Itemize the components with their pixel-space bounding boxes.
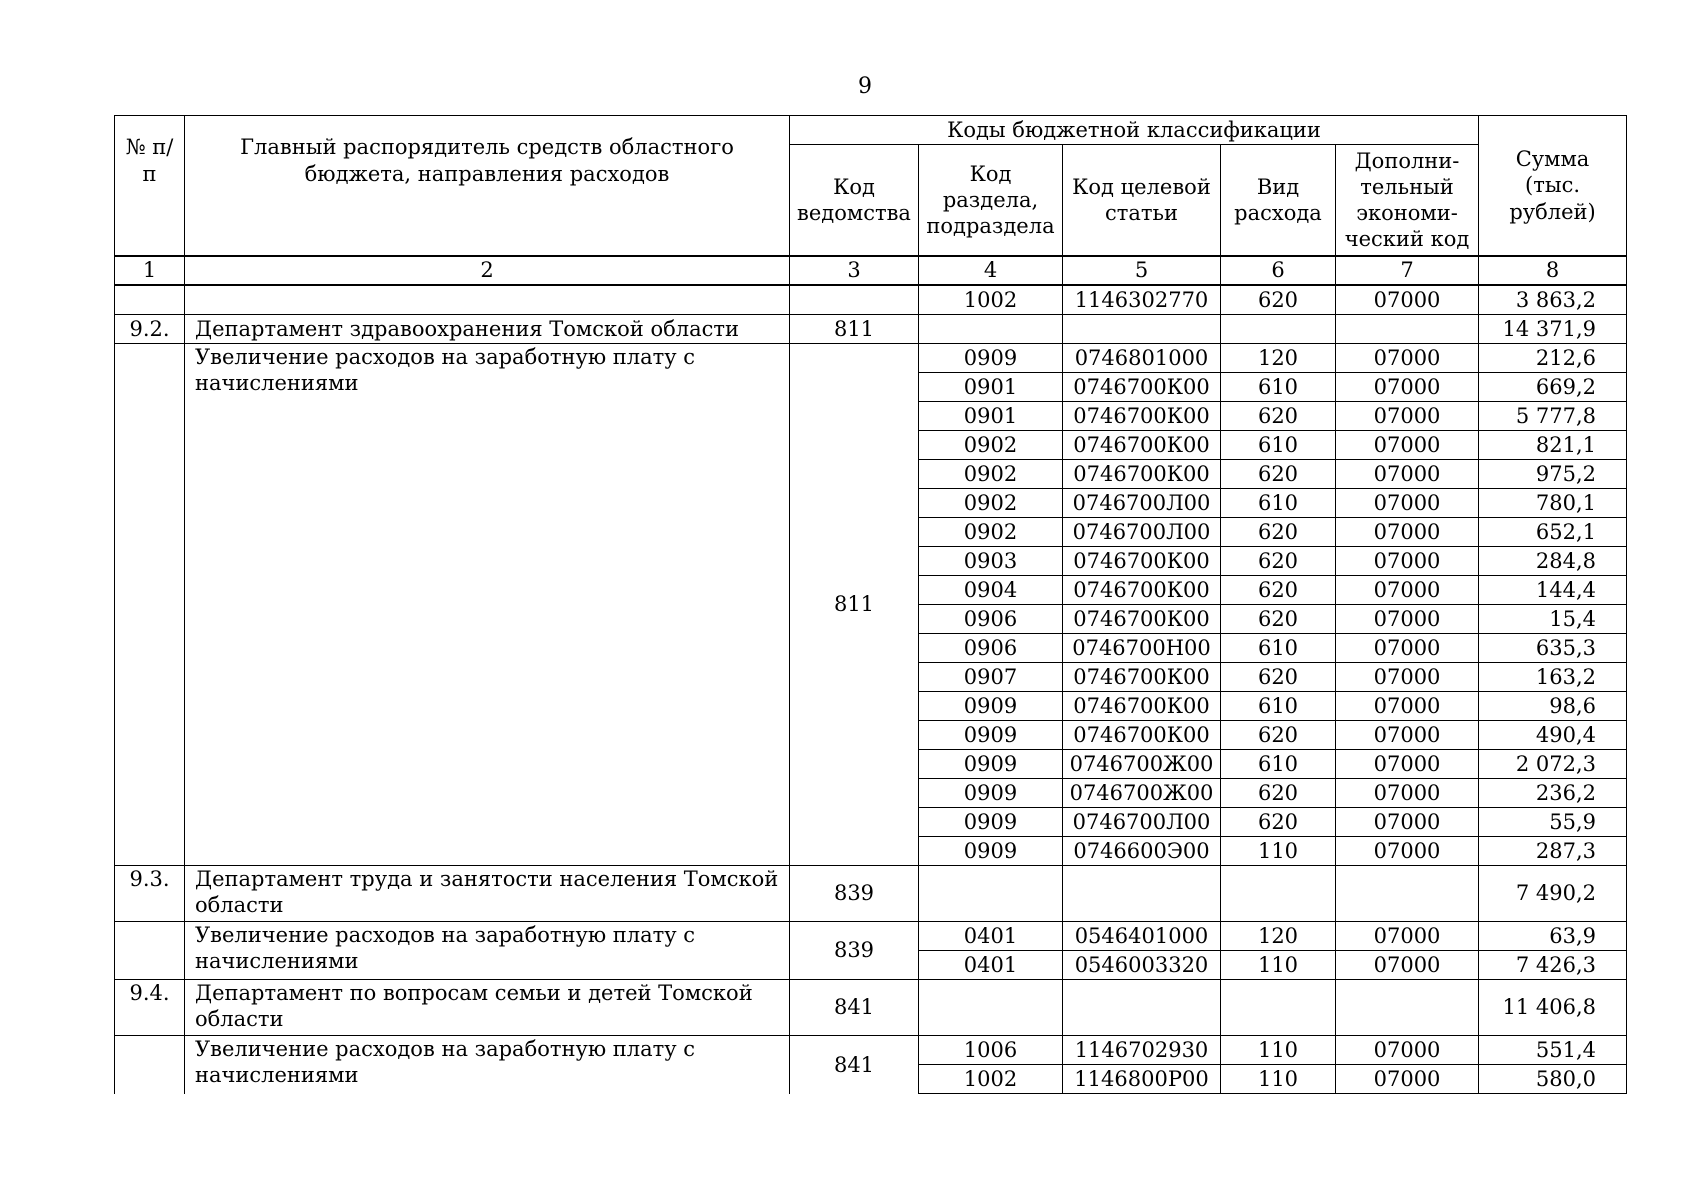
cell-dept-code: [790, 285, 919, 315]
cell-type: [1221, 315, 1336, 344]
header-sum: Сумма (тыс. рублей): [1479, 116, 1627, 257]
table-row: [115, 285, 1627, 315]
header-section-code: Код раздела, подраздела: [919, 145, 1063, 257]
cell-sum: 144,4: [1479, 576, 1627, 605]
cell-sum: 236,2: [1479, 779, 1627, 808]
cell-sum: 284,8: [1479, 547, 1627, 576]
cell-num: 9.2.: [115, 315, 185, 344]
cell-type: 610: [1221, 431, 1336, 460]
cell-section: 0909: [919, 837, 1063, 866]
cell-target: 0746700К00: [1063, 605, 1221, 634]
cell-extra: 07000: [1336, 837, 1479, 866]
cell-target: 0746700К00: [1063, 576, 1221, 605]
cell-section: 0902: [919, 460, 1063, 489]
cell-extra: 07000: [1336, 951, 1479, 980]
cell-department-name: Департамент по вопросам семьи и детей Томской области: [185, 980, 790, 1036]
cell-purpose: Увеличение расходов на заработную плату с начислениями: [185, 922, 790, 980]
cell-target: 0746700К00: [1063, 663, 1221, 692]
header-target-code: Код целевой статьи: [1063, 145, 1221, 257]
table-row: [115, 922, 1627, 951]
cell-type: 610: [1221, 634, 1336, 663]
column-number: 3: [790, 256, 919, 285]
cell-num: 9.4.: [115, 980, 185, 1036]
cell-target: 0546401000: [1063, 922, 1221, 951]
cell-name: [185, 285, 790, 315]
cell-target: 0746700Л00: [1063, 808, 1221, 837]
cell-target: 0546003320: [1063, 951, 1221, 980]
cell-num: [115, 1036, 185, 1094]
cell-dept-code: 839: [790, 922, 919, 980]
cell-type: 620: [1221, 518, 1336, 547]
cell-target: 0746700К00: [1063, 460, 1221, 489]
cell-sum: 780,1: [1479, 489, 1627, 518]
cell-section: [919, 315, 1063, 344]
cell-type: 610: [1221, 692, 1336, 721]
cell-dept-code: 841: [790, 980, 919, 1036]
cell-sum: 163,2: [1479, 663, 1627, 692]
cell-target: [1063, 866, 1221, 922]
cell-section: 1002: [919, 285, 1063, 315]
cell-sum: 98,6: [1479, 692, 1627, 721]
cell-type: [1221, 866, 1336, 922]
cell-target: 1146302770: [1063, 285, 1221, 315]
department-row-9-3: [115, 866, 1627, 922]
cell-dept-code: 811: [790, 315, 919, 344]
column-number-row: [115, 256, 1627, 285]
cell-extra: 07000: [1336, 373, 1479, 402]
cell-section: 0902: [919, 518, 1063, 547]
cell-type: 620: [1221, 460, 1336, 489]
cell-extra: [1336, 866, 1479, 922]
cell-type: 120: [1221, 344, 1336, 373]
cell-extra: 07000: [1336, 344, 1479, 373]
cell-extra: 07000: [1336, 576, 1479, 605]
cell-department-name: Департамент здравоохранения Томской области: [185, 315, 790, 344]
cell-type: 620: [1221, 576, 1336, 605]
cell-type: 620: [1221, 285, 1336, 315]
cell-target: 0746700Л00: [1063, 489, 1221, 518]
cell-extra: [1336, 315, 1479, 344]
header-row-group: [115, 116, 1627, 145]
cell-sum: 580,0: [1479, 1065, 1627, 1094]
cell-section: 0909: [919, 721, 1063, 750]
cell-section: 0906: [919, 605, 1063, 634]
cell-extra: 07000: [1336, 460, 1479, 489]
cell-sum: 55,9: [1479, 808, 1627, 837]
cell-extra: 07000: [1336, 285, 1479, 315]
cell-target: 0746700К00: [1063, 431, 1221, 460]
cell-section: 0904: [919, 576, 1063, 605]
cell-dept-code: 811: [790, 344, 919, 866]
cell-type: 610: [1221, 750, 1336, 779]
column-number: 5: [1063, 256, 1221, 285]
cell-num: [115, 344, 185, 866]
cell-section: 0909: [919, 808, 1063, 837]
cell-target: 0746700К00: [1063, 547, 1221, 576]
cell-target: 0746700Ж00: [1063, 779, 1221, 808]
cell-type: 620: [1221, 779, 1336, 808]
cell-sum: 15,4: [1479, 605, 1627, 634]
cell-sum: 635,3: [1479, 634, 1627, 663]
cell-section: 0401: [919, 922, 1063, 951]
cell-type: 610: [1221, 373, 1336, 402]
cell-type: 110: [1221, 837, 1336, 866]
cell-sum: 212,6: [1479, 344, 1627, 373]
cell-extra: 07000: [1336, 922, 1479, 951]
cell-section: 0909: [919, 344, 1063, 373]
department-row-9-4: [115, 980, 1627, 1036]
cell-purpose: Увеличение расходов на заработную плату с начислениями: [185, 1036, 790, 1094]
column-number: 1: [115, 256, 185, 285]
cell-extra: 07000: [1336, 431, 1479, 460]
header-name: Главный распорядитель средств областного бюджета, направления расходов: [185, 116, 790, 257]
table-row: [115, 1036, 1627, 1065]
cell-target: 0746700Ж00: [1063, 750, 1221, 779]
cell-extra: 07000: [1336, 547, 1479, 576]
column-number: 2: [185, 256, 790, 285]
cell-type: 620: [1221, 605, 1336, 634]
cell-target: 0746700К00: [1063, 373, 1221, 402]
cell-type: 120: [1221, 922, 1336, 951]
cell-target: 0746700К00: [1063, 692, 1221, 721]
cell-sum: 652,1: [1479, 518, 1627, 547]
cell-dept-code: 841: [790, 1036, 919, 1094]
cell-type: 620: [1221, 663, 1336, 692]
cell-extra: 07000: [1336, 808, 1479, 837]
cell-target: [1063, 315, 1221, 344]
cell-sum: 975,2: [1479, 460, 1627, 489]
cell-num: [115, 285, 185, 315]
cell-sum: 14 371,9: [1479, 315, 1627, 344]
cell-sum: 287,3: [1479, 837, 1627, 866]
cell-type: 620: [1221, 721, 1336, 750]
budget-table: [114, 115, 1627, 1094]
cell-sum: 669,2: [1479, 373, 1627, 402]
cell-sum: 63,9: [1479, 922, 1627, 951]
cell-type: 110: [1221, 1065, 1336, 1094]
header-expense-type: Вид расхода: [1221, 145, 1336, 257]
cell-extra: 07000: [1336, 605, 1479, 634]
header-dept-code: Код ведомства: [790, 145, 919, 257]
cell-target: [1063, 980, 1221, 1036]
cell-section: 0909: [919, 750, 1063, 779]
cell-section: [919, 866, 1063, 922]
column-number: 6: [1221, 256, 1336, 285]
cell-extra: 07000: [1336, 779, 1479, 808]
cell-type: 620: [1221, 402, 1336, 431]
cell-extra: 07000: [1336, 518, 1479, 547]
cell-sum: 7 426,3: [1479, 951, 1627, 980]
header-extra-code: Дополни-тельный экономи-ческий код: [1336, 145, 1479, 257]
cell-extra: 07000: [1336, 402, 1479, 431]
column-number: 4: [919, 256, 1063, 285]
cell-extra: 07000: [1336, 750, 1479, 779]
cell-type: [1221, 980, 1336, 1036]
cell-section: 0401: [919, 951, 1063, 980]
cell-section: 0903: [919, 547, 1063, 576]
cell-target: 0746801000: [1063, 344, 1221, 373]
cell-type: 610: [1221, 489, 1336, 518]
cell-section: [919, 980, 1063, 1036]
cell-sum: 7 490,2: [1479, 866, 1627, 922]
cell-extra: 07000: [1336, 1065, 1479, 1094]
cell-target: 0746700Л00: [1063, 518, 1221, 547]
header-codes-group: Коды бюджетной классификации: [790, 116, 1479, 145]
cell-department-name: Департамент труда и занятости населения Томской области: [185, 866, 790, 922]
cell-section: 0909: [919, 692, 1063, 721]
cell-type: 620: [1221, 547, 1336, 576]
cell-num: 9.3.: [115, 866, 185, 922]
cell-type: 110: [1221, 951, 1336, 980]
cell-section: 0909: [919, 779, 1063, 808]
cell-extra: 07000: [1336, 634, 1479, 663]
cell-extra: [1336, 980, 1479, 1036]
cell-num: [115, 922, 185, 980]
cell-target: 1146800Р00: [1063, 1065, 1221, 1094]
cell-target: 1146702930: [1063, 1036, 1221, 1065]
cell-section: 0906: [919, 634, 1063, 663]
cell-section: 0907: [919, 663, 1063, 692]
cell-target: 0746700К00: [1063, 402, 1221, 431]
cell-extra: 07000: [1336, 721, 1479, 750]
cell-target: 0746700Н00: [1063, 634, 1221, 663]
department-row-9-2: [115, 315, 1627, 344]
cell-extra: 07000: [1336, 489, 1479, 518]
page-number: 9: [858, 74, 872, 99]
column-number: 8: [1479, 256, 1627, 285]
cell-sum: 2 072,3: [1479, 750, 1627, 779]
cell-section: 1006: [919, 1036, 1063, 1065]
cell-sum: 821,1: [1479, 431, 1627, 460]
cell-sum: 551,4: [1479, 1036, 1627, 1065]
cell-sum: 3 863,2: [1479, 285, 1627, 315]
cell-dept-code: 839: [790, 866, 919, 922]
cell-purpose: Увеличение расходов на заработную плату с начислениями: [185, 344, 790, 866]
table-row: [115, 344, 1627, 373]
cell-section: 0902: [919, 431, 1063, 460]
cell-type: 110: [1221, 1036, 1336, 1065]
cell-target: 0746700К00: [1063, 721, 1221, 750]
header-num: № п/п: [115, 116, 185, 257]
cell-section: 1002: [919, 1065, 1063, 1094]
cell-sum: 490,4: [1479, 721, 1627, 750]
cell-extra: 07000: [1336, 692, 1479, 721]
column-number: 7: [1336, 256, 1479, 285]
cell-extra: 07000: [1336, 1036, 1479, 1065]
cell-section: 0902: [919, 489, 1063, 518]
cell-target: 0746600Э00: [1063, 837, 1221, 866]
cell-sum: 11 406,8: [1479, 980, 1627, 1036]
cell-section: 0901: [919, 402, 1063, 431]
cell-type: 620: [1221, 808, 1336, 837]
cell-section: 0901: [919, 373, 1063, 402]
cell-extra: 07000: [1336, 663, 1479, 692]
cell-sum: 5 777,8: [1479, 402, 1627, 431]
